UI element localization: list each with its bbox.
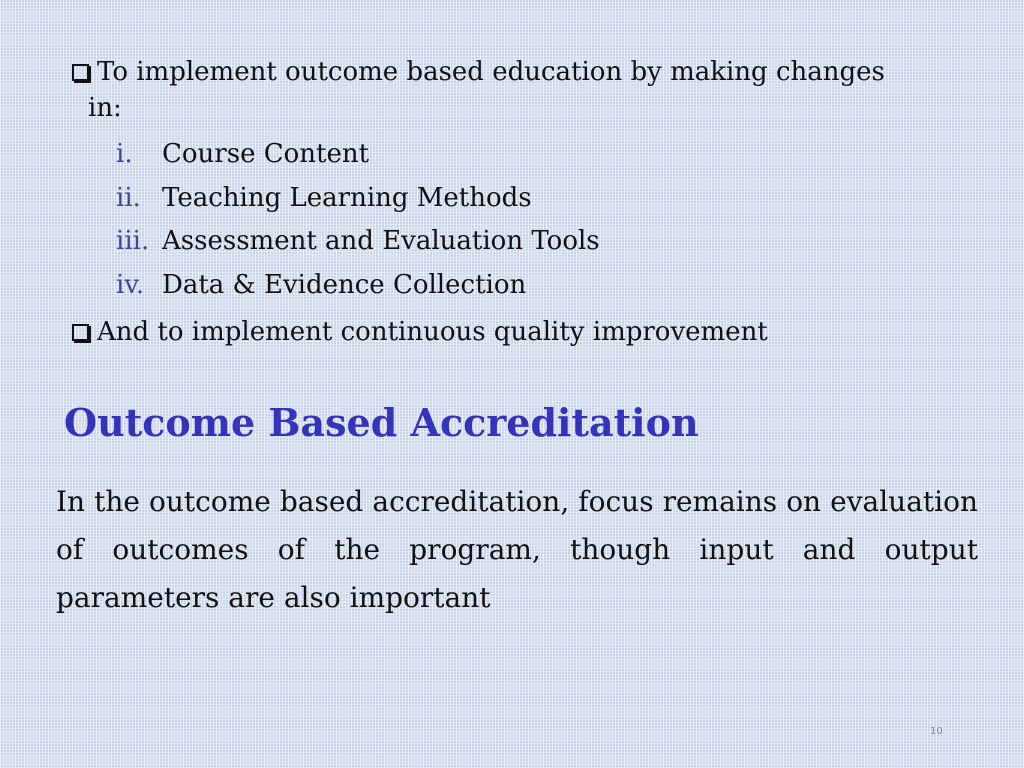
bullet-text: To implement outcome based education by making changes bbox=[97, 57, 885, 87]
list-numeral: iv. bbox=[116, 269, 145, 300]
list-numeral: ii. bbox=[116, 182, 141, 213]
body-paragraph: In the outcome based accreditation, focus remains on evaluation of outcomes of the program, though input and output parameters are also important bbox=[56, 485, 978, 614]
bullet-text: And to implement continuous quality improvement bbox=[97, 317, 768, 347]
list-numeral: iii. bbox=[116, 226, 150, 256]
list-item-text: Course Content bbox=[162, 139, 370, 169]
page-number: 10 bbox=[930, 726, 943, 737]
section-heading: Outcome Based Accreditation bbox=[64, 400, 699, 445]
list-item bbox=[116, 265, 600, 309]
bullet-text-continuation: in: bbox=[88, 93, 122, 123]
list-item-text: Assessment and Evaluation Tools bbox=[162, 226, 600, 256]
list-item bbox=[116, 178, 600, 222]
checkbox-icon bbox=[72, 324, 89, 341]
list-item-text: Teaching Learning Methods bbox=[162, 182, 532, 213]
list-item bbox=[116, 134, 600, 178]
checkbox-icon bbox=[72, 64, 89, 81]
bullet-item-quality-improvement bbox=[72, 314, 768, 350]
list-numeral: i. bbox=[116, 139, 133, 169]
list-item-text: Data & Evidence Collection bbox=[162, 269, 527, 300]
sub-list bbox=[116, 134, 600, 308]
bullet-item-outcome-based-education bbox=[72, 54, 885, 90]
list-item bbox=[116, 221, 600, 265]
